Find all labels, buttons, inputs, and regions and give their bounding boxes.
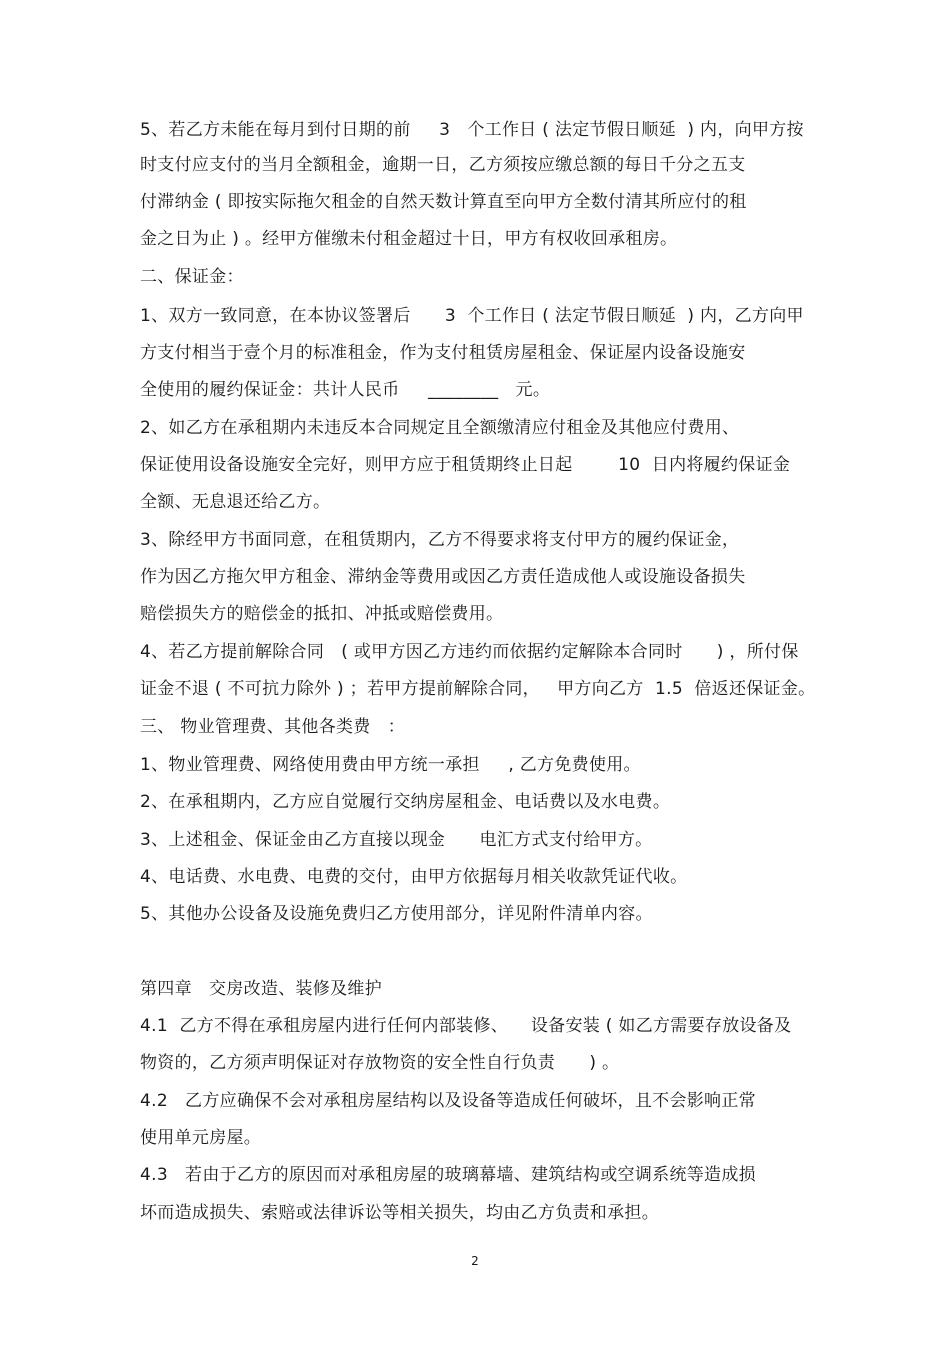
text-line: 全使用的履约保证金：共计人民币 ________ 元。 — [140, 380, 551, 400]
text-line: 使用单元房屋。 — [140, 1128, 262, 1148]
text-line: 4.2 乙方应确保不会对承租房屋结构以及设备等造成任何破坏，且不会影响正常 — [140, 1091, 756, 1111]
text-line: 全额、无息退还给乙方。 — [140, 492, 331, 512]
section-heading: 三、 物业管理费、其他各类费 ： — [140, 717, 406, 737]
text-line: 4、电话费、水电费、电费的交付，由甲方依据每月相关收款凭证代收。 — [140, 867, 688, 887]
text-line: 物资的，乙方须声明保证对存放物资的安全性自行负责 ) 。 — [140, 1053, 620, 1073]
page-number: 2 — [471, 1254, 479, 1268]
text-line: 证金不退 ( 不可抗力除外 ) ；若甲方提前解除合同， 甲方向乙方 1.5 倍返还保证金。 — [140, 679, 816, 699]
text-line: 4.1 乙方不得在承租房屋内进行任何内部装修、 设备安装 ( 如乙方需要存放设备及 — [140, 1016, 792, 1036]
text-line: 1、物业管理费、网络使用费由甲方统一承担 , 乙方免费使用。 — [140, 755, 641, 775]
text-line: 3、上述租金、保证金由乙方直接以现金 电汇方式支付给甲方。 — [140, 830, 653, 850]
text-line: 付滞纳金 ( 即按实际拖欠租金的自然天数计算直至向甲方全数付清其所应付的租 — [140, 192, 747, 212]
text-line: 5、若乙方未能在每月到付日期的前 3 个工作日 ( 法定节假日顺延 ) 内，向甲方按 — [140, 120, 804, 140]
chapter-heading: 第四章 交房改造、装修及维护 — [140, 979, 383, 999]
text-line: 5、其他办公设备及设施免费归乙方使用部分，详见附件清单内容。 — [140, 904, 653, 924]
text-line: 保证使用设备设施安全完好，则甲方应于租赁期终止日起 10 日内将履约保证金 — [140, 455, 791, 475]
text-line: 时支付应支付的当月全额租金，逾期一日，乙方须按应缴总额的每日千分之五支 — [140, 155, 746, 175]
text-line: 坏而造成损失、索赔或法律诉讼等相关损失，均由乙方负责和承担。 — [140, 1203, 659, 1223]
text-line: 1、双方一致同意，在本协议签署后 3 个工作日 ( 法定节假日顺延 ) 内，乙方向甲 — [140, 306, 804, 326]
text-line: 方支付相当于壹个月的标准租金，作为支付租赁房屋租金、保证屋内设备设施安 — [140, 343, 746, 363]
text-line: 3、除经甲方书面同意，在租赁期内，乙方不得要求将支付甲方的履约保证金， — [140, 530, 740, 550]
text-line: 4、若乙方提前解除合同 ( 或甲方因乙方违约而依据约定解除本合同时 ) ，所付保 — [140, 642, 799, 662]
text-line: 2、如乙方在承租期内未违反本合同规定且全额缴清应付租金及其他应付费用、 — [140, 418, 740, 438]
text-line: 赔偿损失方的赔偿金的抵扣、冲抵或赔偿费用。 — [140, 604, 504, 624]
text-line: 2、在承租期内，乙方应自觉履行交纳房屋租金、电话费以及水电费。 — [140, 792, 671, 812]
text-line: 金之日为止 ) 。经甲方催缴未付租金超过十日，甲方有权收回承租房。 — [140, 229, 678, 249]
section-heading: 二、保证金： — [140, 267, 244, 287]
text-line: 4.3 若由于乙方的原因而对承租房屋的玻璃幕墙、建筑结构或空调系统等造成损 — [140, 1165, 756, 1185]
text-line: 作为因乙方拖欠甲方租金、滞纳金等费用或因乙方责任造成他人或设施设备损失 — [140, 567, 746, 587]
